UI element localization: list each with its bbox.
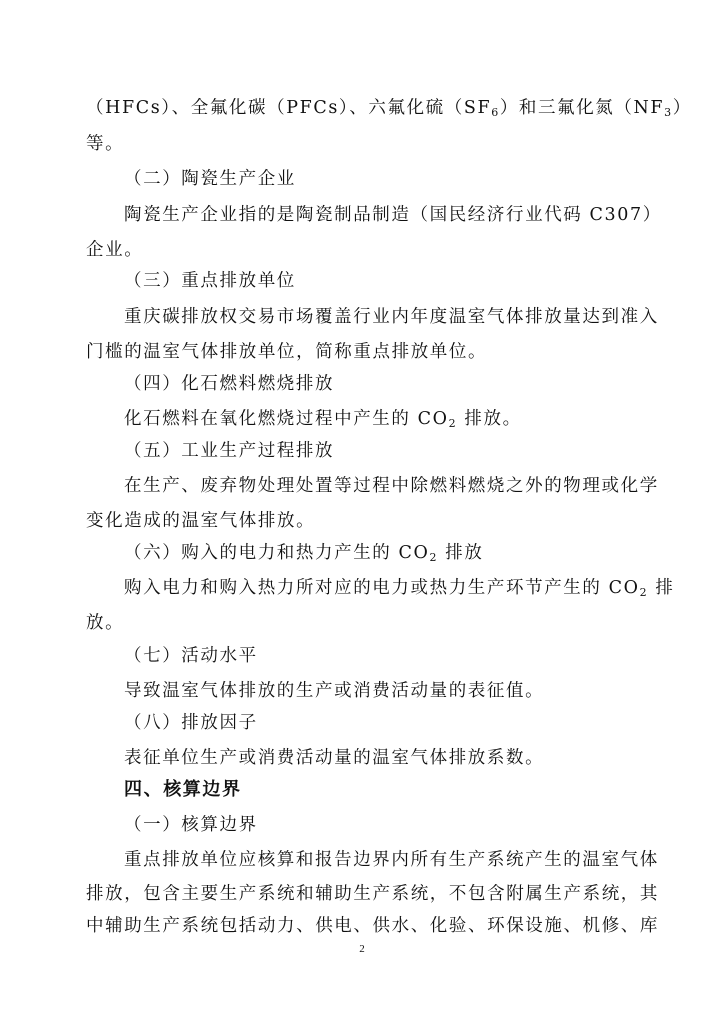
paragraph-line: [124, 407, 522, 431]
section-heading: （二）陶瓷生产企业: [124, 169, 296, 189]
paragraph-line: [86, 96, 692, 120]
text-run: 排放。: [457, 409, 522, 429]
section-heading: （五）工业生产过程排放: [124, 441, 335, 461]
paragraph-line: 门槛的温室气体排放单位，简称重点排放单位。: [86, 342, 488, 362]
subscript: 2: [639, 586, 649, 599]
paragraph-line: 变化造成的温室气体排放。: [86, 511, 316, 531]
paragraph-line: 陶瓷生产企业指的是陶瓷制品制造（国民经济行业代码 C307）: [124, 205, 662, 225]
chapter-heading: 四、核算边界: [124, 779, 242, 800]
paragraph-line: 中辅助生产系统包括动力、供电、供水、化验、环保设施、机修、库: [86, 916, 659, 936]
text-run: （HFCs）、全氟化碳（PFCs）、六氟化硫（SF: [86, 98, 492, 118]
section-heading: （三）重点排放单位: [124, 271, 296, 291]
text-run: 排放: [438, 543, 484, 563]
text-run: 购入电力和购入热力所对应的电力或热力生产环节产生的 CO: [124, 578, 640, 598]
section-heading: （一）核算边界: [124, 815, 258, 835]
text-run: （六）购入的电力和热力产生的 CO: [124, 543, 430, 563]
text-run: ）: [672, 98, 692, 118]
paragraph-line: 重点排放单位应核算和报告边界内所有生产系统产生的温室气体: [124, 850, 659, 870]
paragraph-line: 等。: [86, 134, 125, 154]
paragraph-line: 企业。: [86, 240, 144, 260]
section-heading: （四）化石燃料燃烧排放: [124, 374, 335, 394]
paragraph-line: [124, 576, 674, 600]
subscript: 2: [448, 417, 458, 430]
subscript: 6: [491, 106, 500, 119]
section-heading: （八）排放因子: [124, 713, 258, 733]
text-run: ）和三氟化氮（NF: [499, 98, 665, 118]
section-heading: （七）活动水平: [124, 646, 258, 666]
text-run: 化石燃料在氧化燃烧过程中产生的 CO: [124, 409, 449, 429]
paragraph-line: 表征单位生产或消费活动量的温室气体排放系数。: [124, 748, 545, 768]
paragraph-line: 排放，包含主要生产系统和辅助生产系统，不包含附属生产系统，其: [86, 884, 659, 904]
paragraph-line: 放。: [86, 613, 125, 633]
page-number: 2: [359, 943, 365, 955]
text-run: 排: [648, 578, 675, 598]
subscript: 2: [429, 551, 439, 564]
section-heading: [124, 541, 483, 565]
paragraph-line: 重庆碳排放权交易市场覆盖行业内年度温室气体排放量达到准入: [124, 307, 659, 327]
paragraph-line: 导致温室气体排放的生产或消费活动量的表征值。: [124, 681, 545, 701]
paragraph-line: 在生产、废弃物处理处置等过程中除燃料燃烧之外的物理或化学: [124, 476, 659, 496]
subscript: 3: [664, 106, 673, 119]
